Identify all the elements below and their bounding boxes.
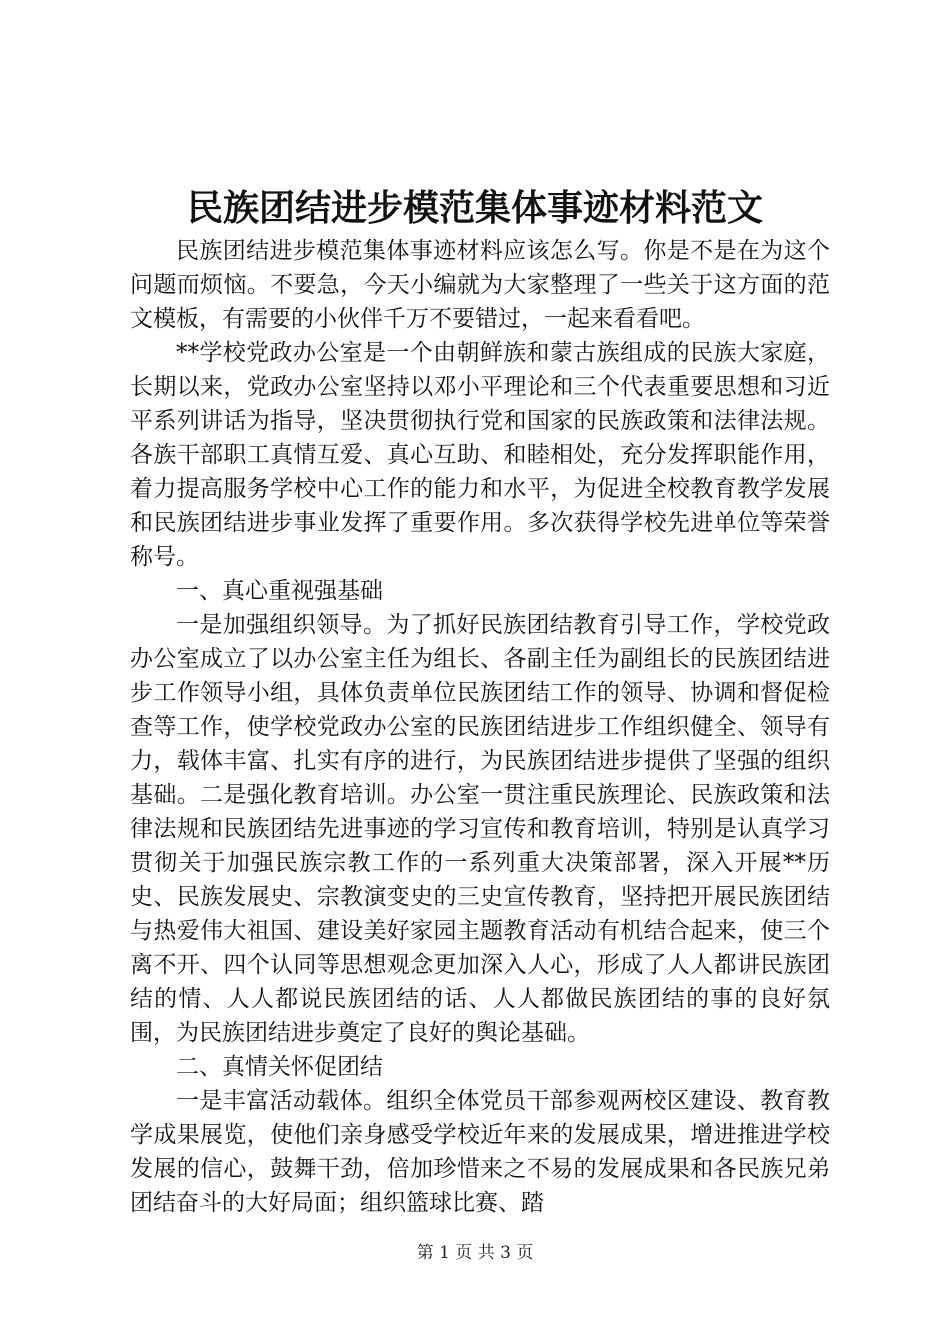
section-heading-1: 一、真心重视强基础	[176, 578, 383, 604]
document-body	[130, 234, 830, 1220]
section-paragraph-1: 一是加强组织领导。为了抓好民族团结教育引导工作，学校党政办公室成立了以办公室主任为组长、各副主任为副组长的民族团结进步工作领导小组，具体负责单位民族团结工作的领导、协调和督促检查等工作，使学校党政办公室的民族团结进步工作组织健全、领导有力，载体丰富、扎实有序的进行，为民族团结进步提供了坚强的组织基础。二是强化教育培训。办公室一贯注重民族理论、民族政策和法律法规和民族团结先进事迹的学习宣传和教育培训，特别是认真学习贯彻关于加强民族宗教工作的一系列重大决策部署，深入开展**历史、民族发展史、宗教演变史的三史宣传教育，坚持把开展民族团结与热爱伟大祖国、建设美好家园主题教育活动有机结合起来，使三个离不开、四个认同等思想观念更加深入人心，形成了人人都讲民族团结的情、人人都说民族团结的话、人人都做民族团结的事的良好氛围，为民族团结进步奠定了良好的舆论基础。	[130, 612, 830, 1046]
page-footer	[0, 1241, 950, 1265]
page-number: 第 1 页 共 3 页	[416, 1243, 534, 1263]
document-title: 民族团结进步模范集体事迹材料范文	[186, 187, 763, 229]
intro-paragraph: 民族团结进步模范集体事迹材料应该怎么写。你是不是在为这个问题而烦恼。不要急，今天小编就为大家整理了一些关于这方面的范文模板，有需要的小伙伴千万不要错过，一起来看看吧。	[130, 238, 830, 332]
section-heading-2: 二、真情关怀促团结	[176, 1054, 383, 1080]
section-paragraph-2: 一是丰富活动载体。组织全体党员干部参观两校区建设、教育教学成果展览，使他们亲身感受学校近年来的发展成果，增进推进学校发展的信心，鼓舞干劲，倍加珍惜来之不易的发展成果和各民族兄弟团结奋斗的大好局面；组织篮球比赛、踏	[130, 1088, 830, 1216]
overview-paragraph: **学校党政办公室是一个由朝鲜族和蒙古族组成的民族大家庭，长期以来，党政办公室坚持以邓小平理论和三个代表重要思想和习近平系列讲话为指导，坚决贯彻执行党和国家的民族政策和法律法规。各族干部职工真情互爱、真心互助、和睦相处，充分发挥职能作用，着力提高服务学校中心工作的能力和水平，为促进全校教育教学发展和民族团结进步事业发挥了重要作用。多次获得学校先进单位等荣誉称号。	[130, 340, 830, 570]
